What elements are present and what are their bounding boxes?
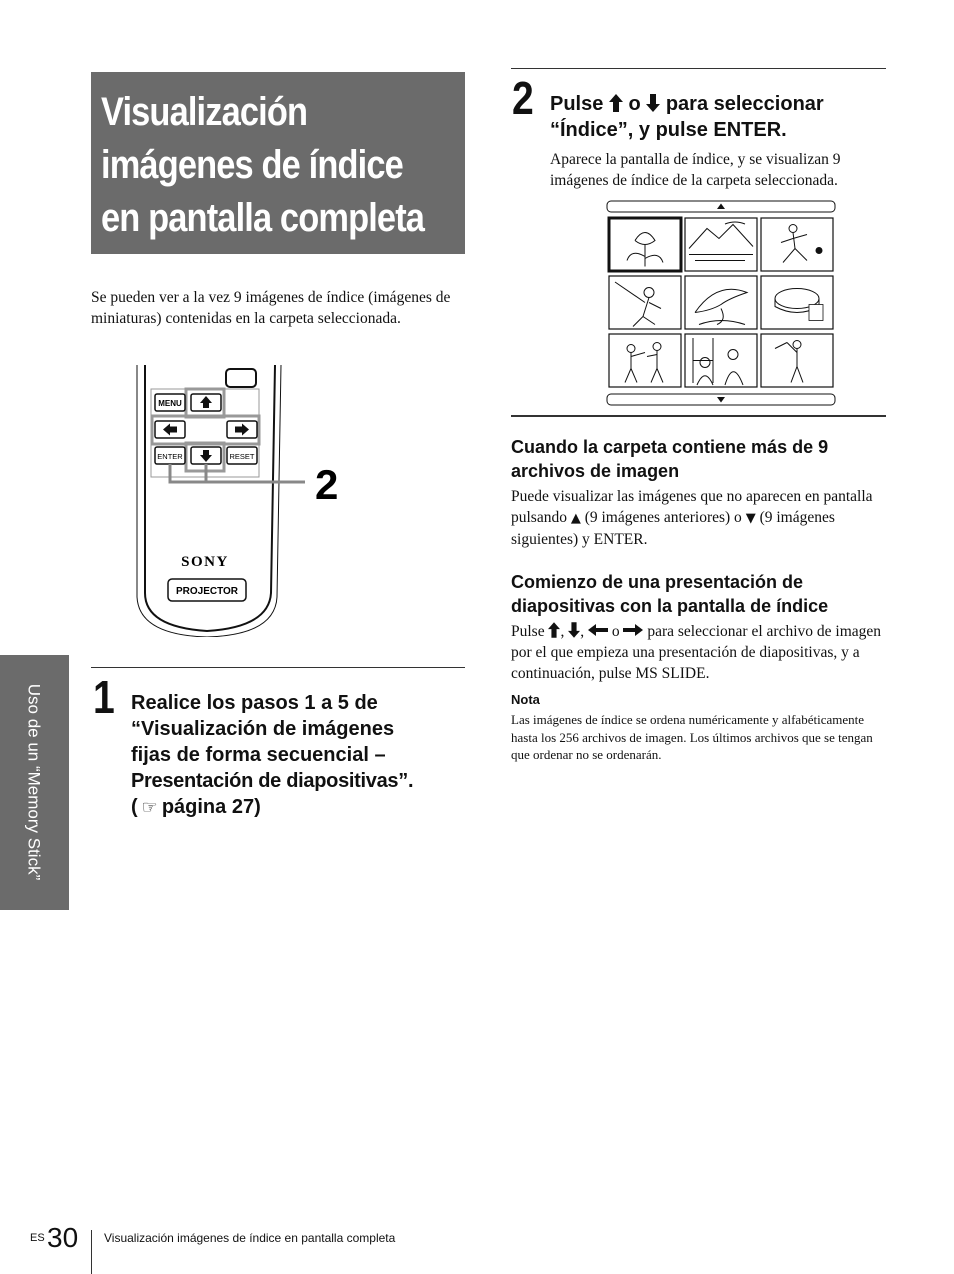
section-side-tab <box>0 655 69 910</box>
ref-open-paren: ( <box>131 796 138 818</box>
remote-control-illustration <box>135 365 350 637</box>
enter-label: ENTER <box>157 452 183 461</box>
right-arrow-icon <box>623 624 643 636</box>
thumbnail-couple-window <box>685 334 757 387</box>
step2-number: 2 <box>512 72 534 124</box>
slideshow-or: o <box>611 623 620 640</box>
up-arrow-icon <box>609 94 623 112</box>
up-arrow-icon <box>548 622 560 638</box>
note-body: Las imágenes de índice se ordena numéricamente y alfabéticamente hasta los 256 archivos de imagen. Los últimos archivos que se tengan que ordenar no se ordenarán. <box>511 712 873 762</box>
thumbnail-dolphin <box>685 276 757 329</box>
step2-bottom-rule <box>511 415 886 417</box>
thumbnail-grid <box>609 218 833 387</box>
section-slideshow-heading: Comienzo de una presentación de diapositivas con la pantalla de índice <box>511 572 829 616</box>
step1-line: “Visualización de imágenes <box>131 718 395 740</box>
step1-rule <box>91 667 465 668</box>
note-heading: Nota <box>511 692 540 707</box>
thumbnail-baseball-batter <box>609 276 681 329</box>
thumbnail-tulip <box>609 218 681 271</box>
projector-label: PROJECTOR <box>175 586 239 597</box>
menu-label: MENU <box>158 399 182 408</box>
ref-text: página 27) <box>161 796 261 818</box>
index-screen-illustration <box>605 199 837 407</box>
footer-title: Visualización imágenes de índice en pantalla completa <box>104 1231 396 1245</box>
triangle-up-icon: ▲ <box>570 511 581 526</box>
step1-page-reference <box>131 794 471 821</box>
step2-instruction <box>550 91 886 143</box>
section-more-text: Puede visualizar las imágenes que no aparecen en pantalla pulsando <box>511 488 873 526</box>
section-more-text: (9 imágenes anteriores) o <box>584 509 742 526</box>
left-arrow-icon <box>588 624 608 636</box>
section-more-text: (9 imágenes siguientes) y ENTER. <box>511 509 835 548</box>
title-banner <box>91 72 465 254</box>
step1-instruction <box>131 690 471 821</box>
step1-line: Presentación de diapositivas”. <box>131 770 414 792</box>
slideshow-text: para seleccionar el archivo de imagen por el que empieza una presentación de diapositivas, y a continuación, pulse MS SLIDE. <box>511 623 882 682</box>
section-more-heading: Cuando la carpeta contiene más de 9 archivos de imagen <box>511 437 829 481</box>
thumbnail-pie <box>761 276 833 329</box>
down-arrow-icon <box>568 622 580 638</box>
down-arrow-icon <box>646 94 660 112</box>
pointing-hand-icon: ☞ <box>141 797 158 818</box>
slideshow-pulse: Pulse <box>511 623 545 640</box>
page-title <box>101 86 425 245</box>
step1-line: Realice los pasos 1 a 5 de <box>131 692 378 714</box>
step2-tail: para seleccionar <box>665 93 824 115</box>
thumbnail-boxers <box>609 334 681 387</box>
step2-rule <box>511 68 886 69</box>
step2-pulse: Pulse <box>550 93 604 115</box>
triangle-down-icon: ▼ <box>745 511 756 526</box>
callout-number: 2 <box>315 461 339 508</box>
thumbnail-mountain-lake <box>685 218 757 271</box>
footer-page-number: 30 <box>47 1222 79 1253</box>
title-line: en pantalla completa <box>101 196 425 240</box>
thumbnail-golfer <box>761 334 833 387</box>
footer-divider <box>91 1230 92 1274</box>
thumbnail-soccer-player <box>761 218 833 271</box>
footer-language: ES <box>30 1232 45 1244</box>
power-button-shape <box>226 369 256 387</box>
side-tab-label: Uso de un “Memory Stick” <box>24 683 44 881</box>
step2-or: o <box>628 93 641 115</box>
title-line: imágenes de índice <box>101 143 403 187</box>
step2-body: Aparece la pantalla de índice, y se visualizan 9 imágenes de índice de la carpeta seleccionada. <box>550 151 841 189</box>
reset-label: RESET <box>229 452 255 461</box>
section-more-body <box>511 486 886 550</box>
intro-paragraph: Se pueden ver a la vez 9 imágenes de índice (imágenes de miniaturas) contenidas en la carpeta seleccionada. <box>91 289 451 327</box>
title-line: Visualización <box>101 90 308 134</box>
step1-number: 1 <box>93 671 115 723</box>
step1-line: fijas de forma secuencial – <box>131 744 386 766</box>
section-slideshow-body: Pulse , , o para seleccionar el archivo de imagen por el que empieza una presentación de diapositivas, y a continuación, pulse MS SLIDE. <box>511 623 882 682</box>
sony-logo: SONY <box>181 554 229 570</box>
step2-line: “Índice”, y pulse ENTER. <box>550 119 787 141</box>
